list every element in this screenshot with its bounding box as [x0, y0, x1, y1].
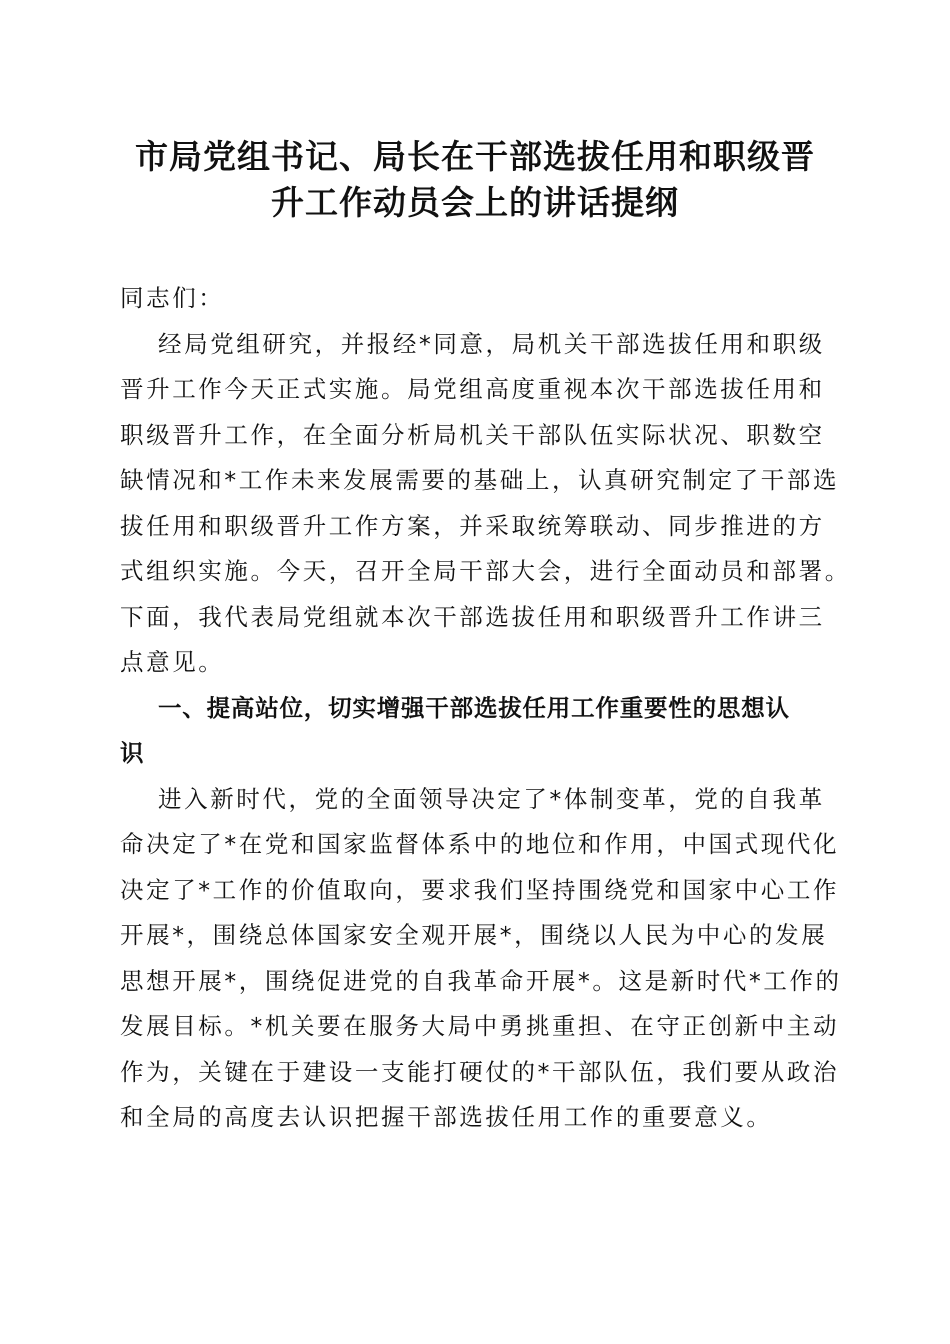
paragraph-intro — [120, 322, 851, 686]
document-title — [100, 134, 850, 226]
paragraph-line: 思想开展*，围绕促进党的自我革命开展*。这是新时代*工作的 — [120, 966, 842, 995]
paragraph-line: 下面，我代表局党组就本次干部选拔任用和职级晋升工作讲三 — [120, 602, 825, 631]
paragraph-line: 晋升工作今天正式实施。局党组高度重视本次干部选拔任用和 — [120, 375, 825, 403]
title-line: 升工作动员会上的讲话提纲 — [271, 183, 679, 222]
paragraph-line: 发展目标。*机关要在服务大局中勇挑重担、在守正创新中主动 — [120, 1012, 840, 1040]
paragraph-line: 职级晋升工作，在全面分析局机关干部队伍实际状况、职数空 — [120, 420, 825, 449]
section-heading-1 — [120, 686, 832, 777]
paragraph-line: 缺情况和*工作未来发展需要的基础上，认真研究制定了干部选 — [120, 466, 840, 494]
paragraph-line: 和全局的高度去认识把握干部选拔任用工作的重要意义。 — [120, 1103, 773, 1131]
paragraph-line: 作为，关键在于建设一支能打硬仗的*干部队伍，我们要从政治 — [120, 1057, 840, 1086]
paragraph-line: 进入新时代，党的全面领导决定了*体制变革，党的自我革 — [158, 784, 825, 813]
heading-line: 一、提高站位，切实增强干部选拔任用工作重要性的思想认 — [158, 693, 790, 722]
paragraph-section-1 — [120, 777, 842, 1141]
title-line: 市局党组书记、局长在干部选拔任用和职级晋 — [135, 137, 815, 176]
salutation: 同志们： — [120, 284, 225, 312]
document-body — [120, 276, 851, 1141]
heading-line: 识 — [120, 739, 145, 767]
paragraph-line: 式组织实施。今天，召开全局干部大会，进行全面动员和部署。 — [120, 557, 851, 585]
paragraph-line: 拔任用和职级晋升工作方案，并采取统筹联动、同步推进的方 — [120, 511, 825, 540]
paragraph-line: 命决定了*在党和国家监督体系中的地位和作用，中国式现代化 — [120, 830, 840, 858]
paragraph-line: 开展*，围绕总体国家安全观开展*，围绕以人民为中心的发展 — [120, 921, 828, 949]
paragraph-line: 经局党组研究，并报经*同意，局机关干部选拔任用和职级 — [158, 329, 825, 358]
paragraph-line: 决定了*工作的价值取向，要求我们坚持围绕党和国家中心工作 — [120, 875, 840, 904]
paragraph-line: 点意见。 — [120, 648, 225, 676]
